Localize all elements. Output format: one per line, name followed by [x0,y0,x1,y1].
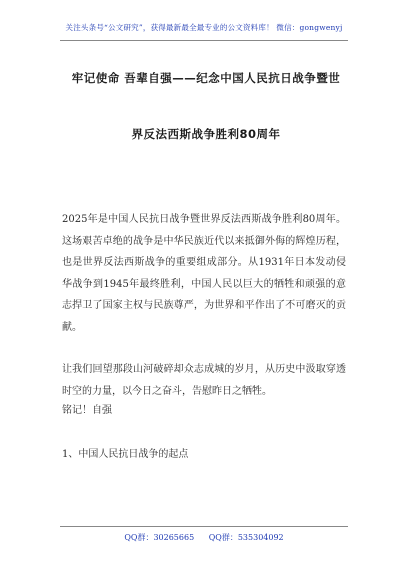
body-paragraph-1: 2025年是中国人民抗日战争暨世界反法西斯战争胜利80周年。这场艰苦卓绝的战争是中华民族近代以来抵御外侮的辉煌历程，也是世界反法西斯战争的重要组成部分。从1931年日本发动侵华战争到1945年最终胜利，中国人民以巨大的牺牲和顽强的意志捍卫了国家主权与民族尊严，为世界和平作出了不可磨灭的贡献。 [62,214,346,333]
header-divider [60,40,348,41]
subsection-heading: 1、中国人民抗日战争的起点 [62,449,189,460]
body-paragraph-2: 让我们回望那段山河破碎却众志成城的岁月，从历史中汲取穿透时空的力量，以今日之奋斗，告慰昨日之牺牲。 [62,364,346,397]
document-title-line-1: 牢记使命 吾辈自强——纪念中国人民抗日战争暨世 [71,71,341,85]
footer-divider [60,526,348,527]
footer-qq-group-2: QQ群：535304092 [208,533,284,542]
section-heading: 铭记！自强 [62,405,112,416]
footer-qq-group-1: QQ群：30265665 [124,533,195,542]
header-promo-note: 关注头条号“公文研究”，获得最新最全最专业的公文资料库！ 微信：gongwenyj [65,23,343,32]
document-title-line-2: 界反法西斯战争胜利80周年 [131,127,281,141]
footer-contacts [0,532,408,543]
